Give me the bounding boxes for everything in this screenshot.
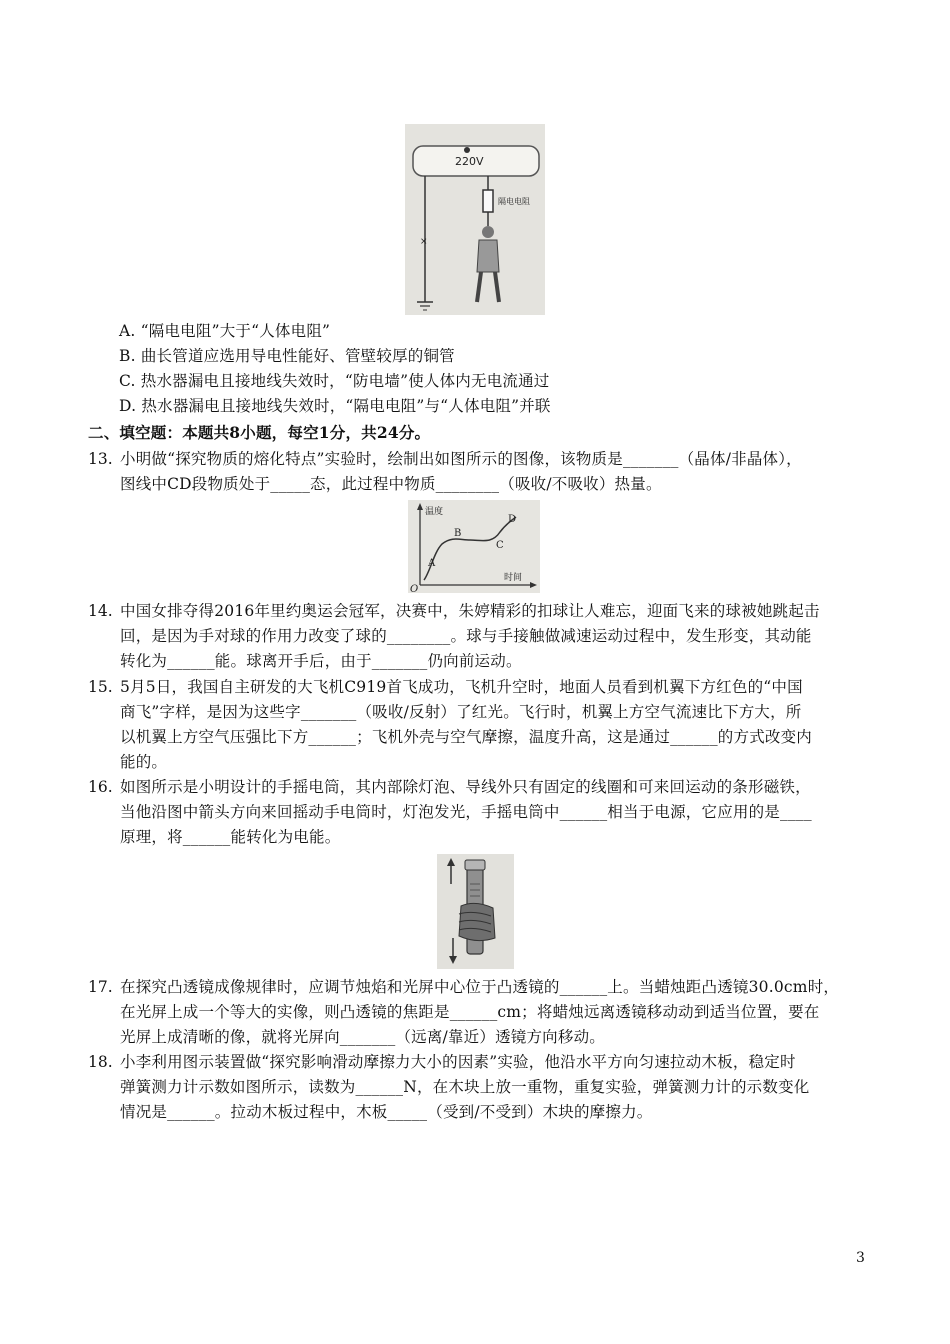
section-title: 二、填空题：本题共8小题，每空1分，共24分。: [88, 423, 431, 442]
point-c: C: [496, 540, 504, 551]
q17-number: 17.: [88, 978, 113, 996]
q18-line-3: 情况是______。拉动木板过程中，木板_____（受到/不受到）木块的摩擦力。: [120, 1103, 653, 1121]
option-a: A. “隔电电阻”大于“人体电阻”: [119, 322, 331, 340]
point-a: A: [428, 558, 436, 569]
q16-line-2: 当他沿图中箭头方向来回摇动手电筒时，灯泡发光，手摇电筒中______相当于电源，它应用的是____: [120, 803, 812, 821]
q13-number: 13.: [88, 450, 113, 468]
q15-line-3: 以机翼上方空气压强比下方______；飞机外壳与空气摩擦，温度升高，这是通过______的方式改变内: [120, 728, 813, 746]
flashlight-figure: [437, 854, 514, 969]
q17-line-2: 在光屏上成一个等大的实像，则凸透镜的焦距是______cm；将蜡烛远离透镜移动动到适当位置，要在: [120, 1003, 820, 1021]
y-axis-label: 温度: [425, 507, 444, 517]
q13-line-2: 图线中CD段物质处于_____态，此过程中物质________（吸收/不吸收）热量。: [120, 475, 662, 493]
resistor-label: 隔电电阻: [498, 197, 530, 206]
q14-line-1: 中国女排夺得2016年里约奥运会冠军，决赛中，朱婷精彩的扣球让人难忘，迎面飞来的球被她跳起击: [120, 602, 820, 620]
svg-text:×: ×: [420, 237, 428, 247]
point-d: D: [508, 514, 517, 525]
q15-line-1: 5月5日，我国自主研发的大飞机C919首飞成功，飞机升空时，地面人员看到机翼下方红色的“中国: [120, 678, 803, 696]
page-number: 3: [856, 1250, 865, 1266]
q16-line-3: 原理，将______能转化为电能。: [120, 828, 341, 846]
voltage-label: 220V: [455, 155, 484, 168]
point-b: B: [454, 528, 462, 539]
q14-line-2: 回，是因为手对球的作用力改变了球的________。球与手接触做减速运动过程中，发生形变，其动能: [120, 627, 812, 645]
q17-line-3: 光屏上成清晰的像，就将光屏向_______（远离/靠近）透镜方向移动。: [120, 1028, 605, 1046]
option-b: B. 曲长管道应选用导电性能好、管壁较厚的铜管: [119, 347, 455, 365]
q14-line-3: 转化为______能。球离开手后，由于_______仍向前运动。: [120, 652, 522, 670]
q14-number: 14.: [88, 602, 113, 620]
melting-graph-figure: [408, 500, 540, 593]
q13-line-1: 小明做“探究物质的熔化特点”实验时，绘制出如图所示的图像，该物质是_______（晶体/非晶体），: [120, 450, 802, 468]
q16-line-1: 如图所示是小明设计的手摇电筒，其内部除灯泡、导线外只有固定的线圈和可来回运动的条形磁铁，: [120, 778, 811, 796]
q15-line-4: 能的。: [120, 753, 168, 771]
option-c: C. 热水器漏电且接地线失效时，“防电墙”使人体内无电流通过: [119, 372, 550, 390]
option-d: D. 热水器漏电且接地线失效时，“隔电电阻”与“人体电阻”并联: [119, 397, 551, 415]
origin-label: O: [410, 584, 419, 593]
q17-line-1: 在探究凸透镜成像规律时，应调节烛焰和光屏中心位于凸透镜的______上。当蜡烛距凸透镜30.0cm时，: [120, 978, 840, 996]
q16-number: 16.: [88, 778, 113, 796]
x-axis-label: 时间: [504, 573, 523, 583]
q15-number: 15.: [88, 678, 113, 696]
q18-line-2: 弹簧测力计示数如图所示，读数为______N，在木块上放一重物，重复实验，弹簧测力计的示数变化: [120, 1078, 810, 1096]
heater-figure: [405, 124, 545, 315]
q18-number: 18.: [88, 1053, 113, 1071]
q15-line-2: 商飞”字样，是因为这些字_______（吸收/反射）了红光。飞行时，机翼上方空气流速比下方大，所: [120, 703, 802, 721]
q18-line-1: 小李利用图示装置做“探究影响滑动摩擦力大小的因素”实验，他沿水平方向匀速拉动木板，稳定时: [120, 1053, 796, 1071]
